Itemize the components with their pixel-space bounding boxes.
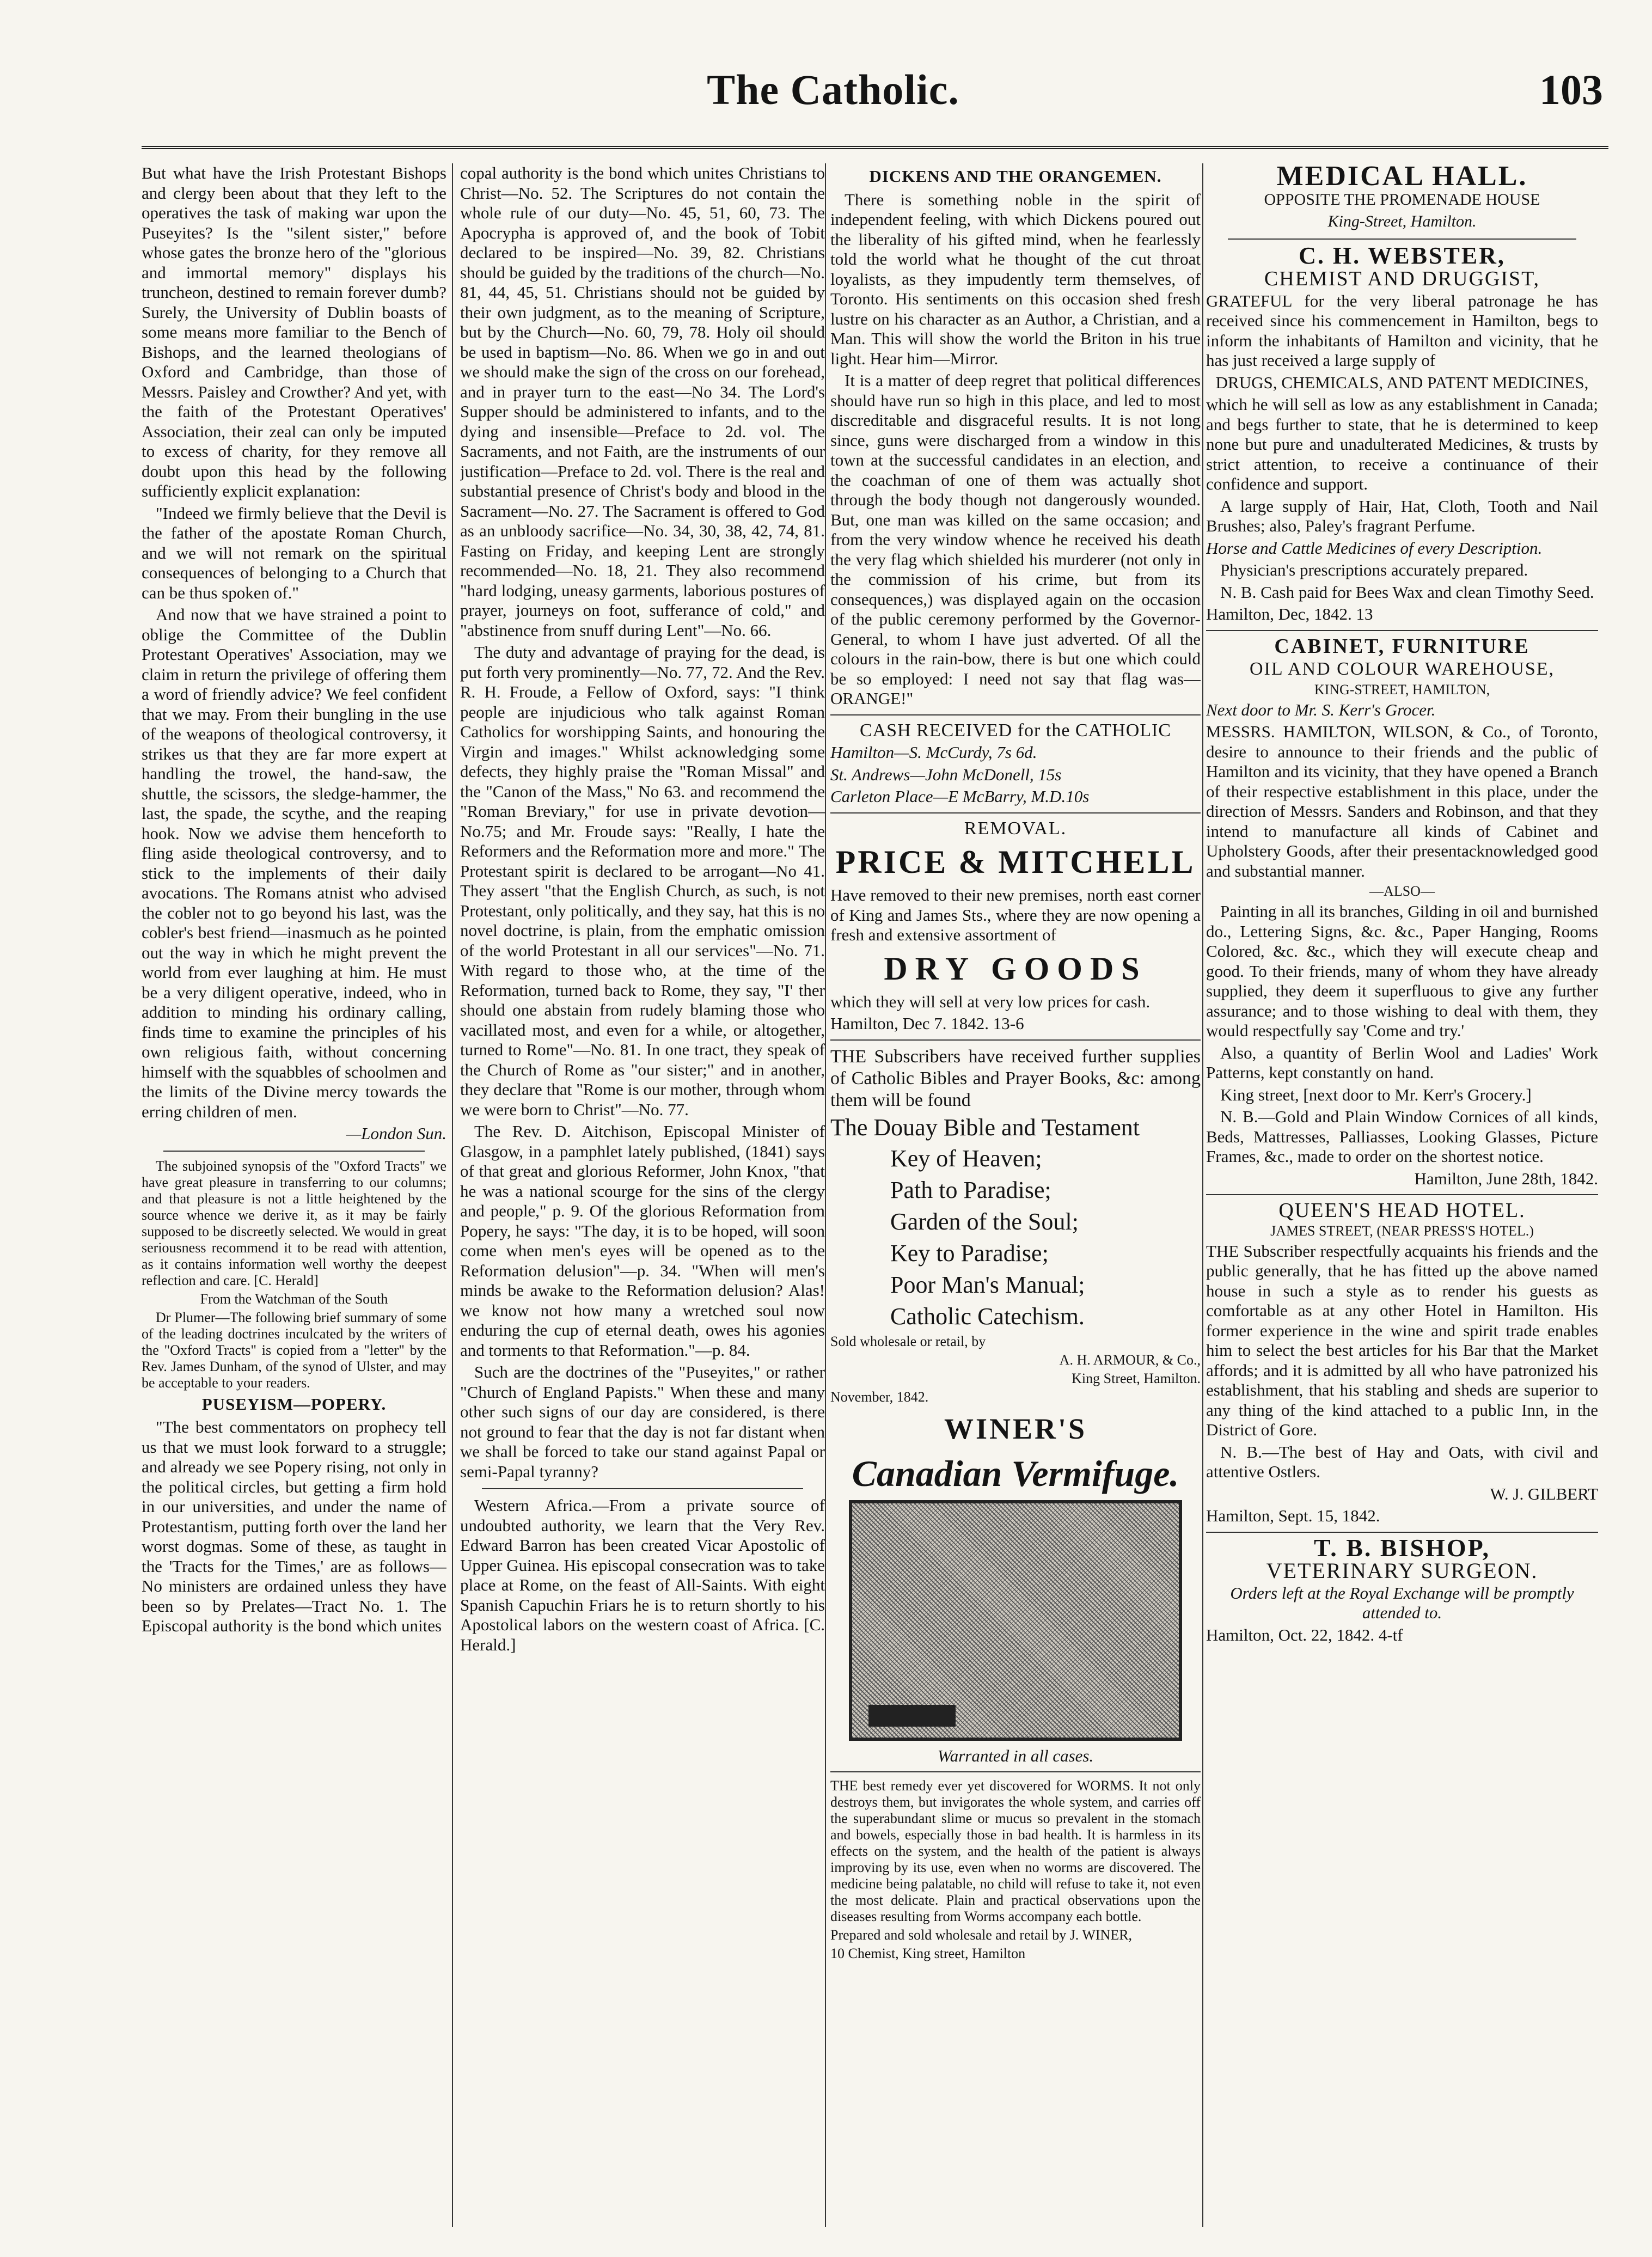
- news-item: Western Africa.—From a private source of undoubted authority, we learn that the Very Rev. Edward Barron has been created Vicar Apostolic of Upper Guinea. His episcopal consecration was to take place at Rome, on the feast of All-Saints. With eight Spanish Capuchin Friars he is to return shortly to his Apostolical labors on the western coast of Africa. [C. Herald.]: [460, 1496, 825, 1654]
- ad-subheading: Next door to Mr. S. Kerr's Grocer.: [1206, 700, 1436, 719]
- cash-line: St. Andrews—John McDonell, 15s: [830, 764, 1062, 784]
- ad-signature: A. H. ARMOUR, & Co.,: [1059, 1351, 1201, 1368]
- book-title: Path to Paradise;: [890, 1176, 1051, 1203]
- book-title: The Douay Bible and Testament: [830, 1114, 1140, 1141]
- ad-paragraph: N. B.—Gold and Plain Window Cornices of all kinds, Beds, Mattresses, Palliasses, Looking Glasses, Picture Frames, &c., made to order on the shortest notice.: [1206, 1107, 1598, 1166]
- column-divider: [452, 163, 453, 2227]
- ad-paragraph: King street, [next door to Mr. Kerr's Grocery.]: [1220, 1085, 1532, 1104]
- article-paragraph: copal authority is the bond which unites Christians to Christ—No. 52. The Scriptures do not contain the whole rule of our duty—No. 45, 51, 60, 73. The Apocrypha is approved of, and the book of Tobit declared to be inspired—No. 39, 82. Christians should be guided by the traditions of the church—No. 81, 44, 45, 51. Christians should not be guided by their own judgment, as to the meaning of Scripture, but by the Church—No. 60, 79, 78. Holy oil should be used in baptism—No. 86. When we go in and out we should make the sign of the cross on our forehead, and in prayer turn to the east—No 34. The Lord's Supper should be administered to infants, and to the dying and insensible—Preface to 2d. vol. The Sacraments, and not Faith, are the instruments of our justification—Preface to 2d. vol. There is the real and substantial presence of Christ's body and blood in the Sacrament—No. 27. The Sacrament is offered to God as an unbloody sacrifice—No. 34, 30, 38, 42, 74, 81. Fasting on Friday, and keeping Lent are strongly recommended—No. 18, 21. They also recommend "hard lodging, uneasy garments, laborious postures of prayer, journeys on foot, sufferance of cold," and "abstinence from snuff during Lent"—No. 66.: [460, 163, 825, 640]
- column-3: [830, 163, 1201, 2232]
- cash-line: Carleton Place—E McBarry, M.D.10s: [830, 787, 1090, 806]
- column-4: [1206, 163, 1598, 2232]
- section-divider: [830, 812, 1201, 814]
- engraving-caption: Warranted in all cases.: [937, 1746, 1094, 1765]
- engraving-plaque: [868, 1705, 956, 1727]
- article-source: From the Watchman of the South: [200, 1290, 388, 1307]
- section-divider: [830, 1039, 1201, 1041]
- section-divider: [1228, 238, 1576, 240]
- cabinet-heading: CABINET, FURNITURE: [1274, 634, 1530, 658]
- book-title: Key to Paradise;: [890, 1239, 1049, 1267]
- medical-hall-heading: MEDICAL HALL.: [1276, 163, 1528, 192]
- ad-paragraph: Horse and Cattle Medicines of every Description.: [1206, 538, 1543, 558]
- winer-heading: WINER'S: [944, 1412, 1087, 1445]
- ad-subheading: —ALSO—: [1369, 883, 1435, 899]
- cash-received-heading: CASH RECEIVED for the CATHOLIC: [859, 720, 1172, 741]
- ad-paragraph: N. B.—The best of Hay and Oats, with civil and attentive Ostlers.: [1206, 1442, 1598, 1481]
- ad-date: Hamilton, Sept. 15, 1842.: [1206, 1506, 1380, 1525]
- section-divider: [1206, 1532, 1598, 1533]
- column-divider: [1202, 163, 1203, 2227]
- dry-goods-display: DRY GOODS: [884, 950, 1147, 987]
- cash-line: Hamilton—S. McCurdy, 7s 6d.: [830, 743, 1037, 762]
- article-paragraph: It is a matter of deep regret that political differences should have run so high in this place, and led to most discreditable and disgraceful results. It is not long since, guns were discharged from a window in this town at the successful candidates in an election, and the coachman of one of them was actually shot through the body though not dangerously wounded. But, one man was killed on the same occasion; and from the very window whence he received his death the very flag which shielded his murderer (not only in the commission of his crime, but from its consequences,) was displayed again on the occasion of the public ceremony performed by the Governor-General, to whom I have just adverted. Of all the colours in the rain-bow, there is but one which could be so employed: I need not say that flag was—ORANGE!": [830, 371, 1201, 708]
- ad-paragraph: MESSRS. HAMILTON, WILSON, & Co., of Toronto, desire to announce to their friends and the public of Hamilton and its vicinity, that they have opened a Branch of their respective establishment in this place, under the direction of Messrs. Sanders and Robinson, and that they intend to manufacture all kinds of Cabinet and Upholstery Goods, after their presentacknowledged good and substantial manner.: [1206, 722, 1598, 880]
- ad-subheading: JAMES STREET, (NEAR PRESS'S HOTEL.): [1270, 1222, 1534, 1239]
- section-divider: [482, 1488, 803, 1489]
- vermifuge-title: Canadian Vermifuge.: [852, 1452, 1179, 1494]
- section-divider: [163, 1151, 425, 1152]
- ad-paragraph: THE Subscribers have received further supplies of Catholic Bibles and Prayer Books, &c: among them will be found: [830, 1046, 1201, 1110]
- article-paragraph: But what have the Irish Protestant Bishops and clergy been about that they left to the operatives the task of making war upon the Puseyites? Is the "silent sister," before whose gates the bronze hero of the "glorious and immortal memory" displays his truncheon, destined to remain forever dumb? Surely, the University of Dublin boasts of some means more familiar to the Bench of Bishops, and the learned theologians of Oxford and Cambridge, than those of Messrs. Paisley and Crowther? And yet, with the faith of the Protestant Operatives' Association, their zeal can only be imputed to excess of charity, for they remove all doubt upon this head by the following sufficiently explicit explanation:: [142, 163, 446, 500]
- ad-paragraph: Sold wholesale or retail, by: [830, 1333, 986, 1349]
- ad-paragraph: THE Subscriber respectfully acquaints his friends and the public generally, that he has fitted up the above named house in such a style as to render his guests as comfortable as at any other Hotel in Hamilton. His former experience in the wine and spirit trade enables him to select the best articles for his Bar that the Market affords; and it is admitted by all who have patronized his establishment, that his stabling and sheds are superior to any thing of the kind attached to a public Inn, in the District of Gore.: [1206, 1241, 1598, 1439]
- ad-paragraph: Also, a quantity of Berlin Wool and Ladies' Work Patterns, kept constantly on hand.: [1206, 1043, 1598, 1082]
- column-1: [142, 163, 446, 2232]
- page-number: 103: [1539, 66, 1603, 113]
- ad-signature: King Street, Hamilton.: [1072, 1370, 1201, 1386]
- ad-paragraph: Orders left at the Royal Exchange will be promptly attended to.: [1230, 1583, 1574, 1622]
- webster-name: C. H. WEBSTER,: [1299, 242, 1506, 269]
- article-paragraph: And now that we have strained a point to oblige the Committee of the Dublin Protestant Operatives' Association, may we claim in return the privilege of offering them a word of friendly advice? We feel confident that we may. From their bungling in the use of the weapons of theological controversy, it strikes us that they are far more expert at handling the trowel, the hand-saw, the shuttle, the scissors, the sledge-hammer, the last, the spade, the scythe, and the reaping hook. Now we advise them henceforth to fling aside theological controversy, and to stick to the implements of their daily avocations. The Romans atnist who advised the cobler not to go beyond his last, was the cobler's best friend—inasmuch as he pointed out the way in which he might prevent the world from ever laughing at him. He must be a very diligent operative, indeed, who in addition to minding his ordinary calling, finds time to examine the principles of his own religious faith, without concerning himself with the squabbles of schoolmen and the limits of the Divine mercy towards the erring children of men.: [142, 605, 446, 1121]
- ad-subheading: OIL AND COLOUR WAREHOUSE,: [1250, 659, 1555, 679]
- removal-heading: REMOVAL.: [964, 818, 1067, 839]
- ad-date: Hamilton, Dec 7. 1842. 13-6: [830, 1014, 1024, 1033]
- ad-paragraph: which he will sell as low as any establishment in Canada; and begs further to state, that he is determined to keep none but pure and unadulterated Medicines, & trusts by strict attention, to receive a continuance of their confidence and support.: [1206, 395, 1598, 493]
- article-heading: PUSEYISM—POPERY.: [201, 1394, 387, 1414]
- article-paragraph: Such are the doctrines of the "Puseyites," or rather "Church of England Papists." When these and many other such signs of our day are considered, is there not ground to fear that the day is not far distant when we shall be forced to take our stand against Papal or semi-Papal tyranny?: [460, 1362, 825, 1481]
- ad-paragraph: Have removed to their new premises, north east corner of King and James Sts., where they are now opening a fresh and extensive assortment of: [830, 885, 1201, 944]
- ad-date: Hamilton, Oct. 22, 1842. 4-tf: [1206, 1625, 1403, 1644]
- ad-paragraph: THE best remedy ever yet discovered for WORMS. It not only destroys them, but invigorates the whole system, and carries off the superabundant slime or mucus so prevalent in the stomach and bowels, especially those in bad health. It is harmless in its effects on the system, and the health of the patient is always improving by its use, even when no worms are discovered. The medicine being palatable, no child will refuse to take it, not even the most delicate. Plain and practical observations upon the diseases resulting from Worms accompany each bottle.: [830, 1778, 1201, 1924]
- book-title: Key of Heaven;: [890, 1145, 1042, 1172]
- section-divider: [830, 714, 1201, 715]
- book-title: Garden of the Soul;: [890, 1208, 1079, 1235]
- webster-trade: CHEMIST AND DRUGGIST,: [1264, 267, 1540, 290]
- article-paragraph: The duty and advantage of praying for the dead, is put forth very prominently—No. 77, 72. And the Rev. R. H. Froude, a Fellow of Oxford, says: "I think people are injudicious who talk against Roman Catholics for worshipping Saints, and honouring the Virgin and images." Whilst acknowledging some defects, they highly praise the "Roman Missal" and the "Canon of the Mass," No 63. and recommend the "Roman Breviary," for use in private devotion—No.75; and Mr. Froude says: "Really, I hate the Reformers and the Reformation more and more." The Protestant spirit is declared to be arrogant—No 41. They assert "that the English Church, as such, is not Protestant, only politically, and they say, hat this is no novel doctrine, is plain, from the emphatic omission of the world Protestant in all our services"—No. 71. With regard to those who, at the time of the Reformation, turned back to Rome, they say, "I' ther should one abstain from rudely blaming those who vacillated most, and even for a while, or altogether, turned to Rome"—No. 81. In one tract, they speak of the Church of Rome as "our sister;" and in another, they declare that "Rome is our mother, through whom we were born to Christ"—No. 77.: [460, 643, 825, 1119]
- ad-date: November, 1842.: [830, 1389, 929, 1405]
- section-divider: [1206, 630, 1598, 631]
- ad-paragraph: Physician's prescriptions accurately prepared.: [1220, 560, 1528, 579]
- ad-paragraph: N. B. Cash paid for Bees Wax and clean Timothy Seed.: [1220, 582, 1594, 602]
- engraving-illustration: [849, 1500, 1182, 1741]
- article-paragraph: There is something noble in the spirit of independent feeling, with which Dickens poured out the liberality of his gifted mind, when he fearlessly told the world what he thought of the cut throat loyalists, as they impudently term themselves, of Toronto. His sentiments on this occasion shed fresh lustre on his character as an Author, a Christian, and a Man. This will show the world the Briton in his true light. Hear him—Mirror.: [830, 189, 1201, 368]
- newspaper-title: The Catholic.: [707, 66, 959, 113]
- ad-paragraph: GRATEFUL for the very liberal patronage he has received since his commencement in Hamilton, begs to inform the inhabitants of Hamilton and vicinity, that he has just received a large supply of: [1206, 291, 1598, 370]
- ad-paragraph: which they will sell at very low prices for cash.: [830, 992, 1151, 1011]
- column-divider: [825, 163, 826, 2227]
- article-paragraph: The subjoined synopsis of the "Oxford Tracts" we have great pleasure in transferring to our columns; and that pleasure is not a little heightened by the source whence we derive it, as it may be fairly supposed to be discreetly selected. We would in great seriousness recommend it to be read with attention, as it contains information well worthy the deepest reflection and care. [C. Herald]: [142, 1158, 446, 1288]
- column-2: [460, 163, 825, 2232]
- article-paragraph: Dr Plumer—The following brief summary of some of the leading doctrines inculcated by the writers of the "Oxford Tracts" is copied from a "letter" by the Rev. James Dunham, of the synod of Ulster, and may be acceptable to your readers.: [142, 1309, 446, 1391]
- section-divider: [1206, 1194, 1598, 1195]
- ad-subheading: DRUGS, CHEMICALS, AND PATENT MEDICINES,: [1215, 372, 1589, 392]
- article-quote: "Indeed we firmly believe that the Devil is the father of the apostate Roman Church, and we will not remark on the spiritual consequences of belonging to a Church that can be thus spoken of.": [142, 503, 446, 602]
- ad-date: Hamilton, June 28th, 1842.: [1414, 1169, 1598, 1188]
- ad-subheading: King-Street, Hamilton.: [1327, 212, 1477, 230]
- bishop-title: VETERINARY SURGEON.: [1266, 1558, 1538, 1583]
- article-paragraph: "The best commentators on prophecy tell us that we must look forward to a struggle; and already we see Popery rising, not only in the political circles, but getting a firm hold in our universities, and under the name of Protestantism, putting forth over the land her worst dogmas. Some of these, as taught in the 'Tracts for the Times,' are as follows—No ministers are ordained unless they have been so by Prelates—Tract No. 1. The Episcopal authority is the bond which unites: [142, 1417, 446, 1635]
- article-paragraph: The Rev. D. Aitchison, Episcopal Minister of Glasgow, in a pamphlet lately published, (1841) says of that great and glorious Reformer, John Knox, "that he was a national scourge for the sins of the clergy and people," p. 9. Of the glorious Reformation from Popery, he says: "The day, it is to be hoped, will soon come when men's eyes will be opened as to the Reformation delusion"—p. 34. "When will men's minds be awake to the Reformation delusion? Alas! we know not how many a wretched soul now enduring the cup of eternal death, owes his agonies and torments to that Reformation."—p. 84.: [460, 1122, 825, 1360]
- ad-subheading: OPPOSITE THE PROMENADE HOUSE: [1264, 190, 1540, 209]
- removal-firm: PRICE & MITCHELL: [835, 844, 1196, 880]
- section-divider: [830, 1771, 1201, 1772]
- ad-paragraph: A large supply of Hair, Hat, Cloth, Tooth and Nail Brushes; also, Paley's fragrant Perfume.: [1206, 496, 1598, 535]
- article-heading: DICKENS AND THE ORANGEMEN.: [869, 167, 1162, 186]
- ad-signature: W. J. GILBERT: [1490, 1484, 1598, 1503]
- ad-paragraph: Painting in all its branches, Gilding in oil and burnished do., Lettering Signs, &c. &c., Paper Hanging, Rooms Colored, &c. &c., which they will execute cheap and good. To their friends, many of whom they have already supplied, they deem it superfluous to give any further assurance; and to those wishing to deal with them, they would respectfully say 'Come and try.': [1206, 902, 1598, 1040]
- ad-subheading: KING-STREET, HAMILTON,: [1314, 681, 1490, 698]
- ad-date: Hamilton, Dec, 1842. 13: [1206, 604, 1373, 623]
- ad-signature: 10 Chemist, King street, Hamilton: [830, 1946, 1026, 1961]
- page-header: [0, 0, 1652, 147]
- book-title: Poor Man's Manual;: [890, 1271, 1085, 1298]
- ad-signature: Prepared and sold wholesale and retail by J. WINER,: [830, 1927, 1133, 1943]
- article-source: —London Sun.: [346, 1124, 446, 1143]
- header-rule: [142, 146, 1608, 149]
- book-title: Catholic Catechism.: [890, 1302, 1085, 1330]
- bishop-name: T. B. BISHOP,: [1313, 1533, 1491, 1562]
- queens-head-heading: QUEEN'S HEAD HOTEL.: [1278, 1199, 1526, 1222]
